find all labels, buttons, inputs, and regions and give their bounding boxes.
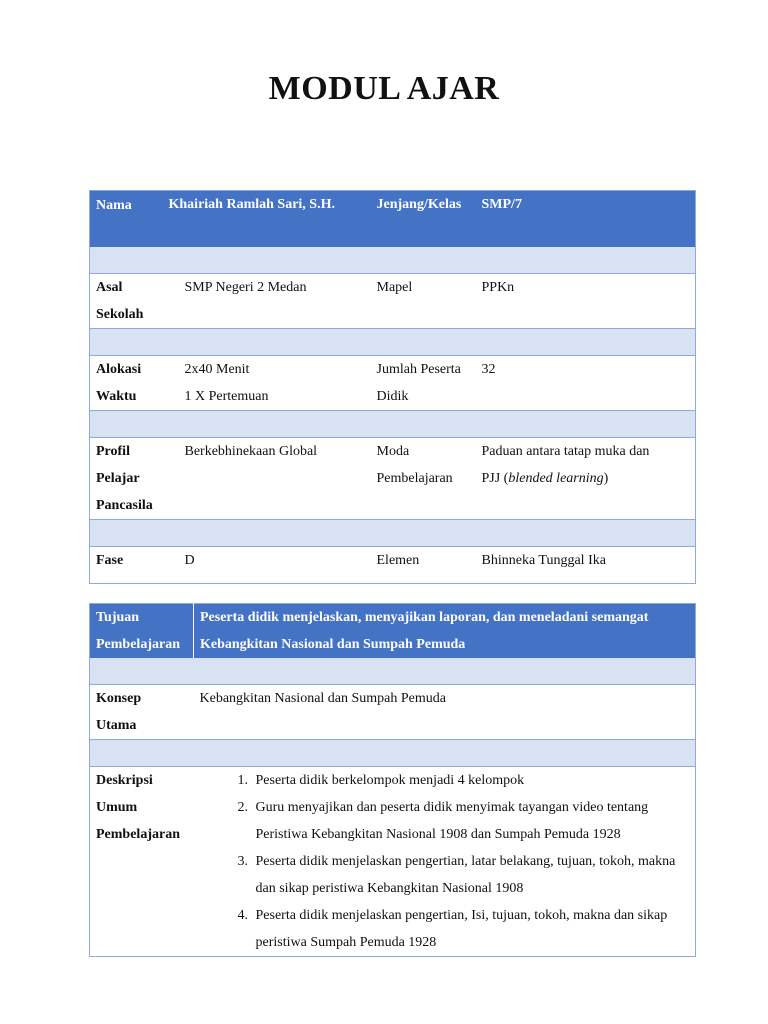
concept-row	[90, 685, 696, 740]
time-row	[90, 356, 696, 411]
phase-label: Fase	[90, 547, 169, 584]
students-value: 32	[476, 356, 696, 411]
concept-value: Kebangkitan Nasional dan Sumpah Pemuda	[194, 685, 696, 740]
students-label: Jumlah Peserta Didik	[371, 356, 476, 411]
subject-value: PPKn	[476, 274, 696, 329]
goal-value: Peserta didik menjelaskan, menyajikan laporan, dan meneladani semangat Kebangkitan Nasional dan Sumpah Pemuda	[194, 604, 696, 659]
identity-header-row	[90, 191, 696, 248]
steps-list	[200, 767, 690, 956]
goal-row	[90, 604, 696, 659]
profile-row	[90, 438, 696, 520]
level-value: SMP/7	[476, 191, 696, 248]
list-item: 1. Peserta didik berkelompok menjadi 4 kelompok	[252, 767, 690, 794]
element-value: Bhinneka Tunggal Ika	[476, 547, 696, 584]
phase-row	[90, 547, 696, 584]
identity-table	[89, 190, 696, 584]
learning-table	[89, 603, 696, 957]
mode-value: Paduan antara tatap muka dan PJJ (blended learning)	[476, 438, 696, 520]
list-item: 3. Peserta didik menjelaskan pengertian, latar belakang, tujuan, tokoh, makna dan sikap peristiwa Kebangkitan Nasional 1908	[252, 848, 690, 902]
profile-value: Berkebhinekaan Global	[169, 438, 371, 520]
goal-label: Tujuan Pembelajaran	[90, 604, 194, 659]
spacer-row	[90, 520, 696, 547]
school-label: Asal Sekolah	[90, 274, 169, 329]
time-label: Alokasi Waktu	[90, 356, 169, 411]
school-value: SMP Negeri 2 Medan	[169, 274, 371, 329]
phase-value: D	[169, 547, 371, 584]
description-row	[90, 767, 696, 957]
list-item: 2. Guru menyajikan dan peserta didik menyimak tayangan video tentang Peristiwa Kebangkitan Nasional 1908 dan Sumpah Pemuda 1928	[252, 794, 690, 848]
spacer-row	[90, 658, 696, 685]
list-item: 4. Peserta didik menjelaskan pengertian, Isi, tujuan, tokoh, makna dan sikap peristiwa Sumpah Pemuda 1928	[252, 902, 690, 956]
level-label: Jenjang/Kelas	[371, 191, 476, 248]
subject-label: Mapel	[371, 274, 476, 329]
name-value: Khairiah Ramlah Sari, S.H.	[169, 191, 371, 248]
description-label: Deskripsi Umum Pembelajaran	[90, 767, 194, 957]
time-value: 2x40 Menit 1 X Pertemuan	[169, 356, 371, 411]
spacer-row	[90, 740, 696, 767]
element-label: Elemen	[371, 547, 476, 584]
spacer-row	[90, 247, 696, 274]
name-label: Nama	[90, 191, 169, 248]
spacer-row	[90, 411, 696, 438]
description-value	[194, 767, 696, 957]
concept-label: Konsep Utama	[90, 685, 194, 740]
mode-label: Moda Pembelajaran	[371, 438, 476, 520]
school-row	[90, 274, 696, 329]
spacer-row	[90, 329, 696, 356]
page-title: MODUL AJAR	[268, 70, 500, 107]
profile-label: Profil Pelajar Pancasila	[90, 438, 169, 520]
